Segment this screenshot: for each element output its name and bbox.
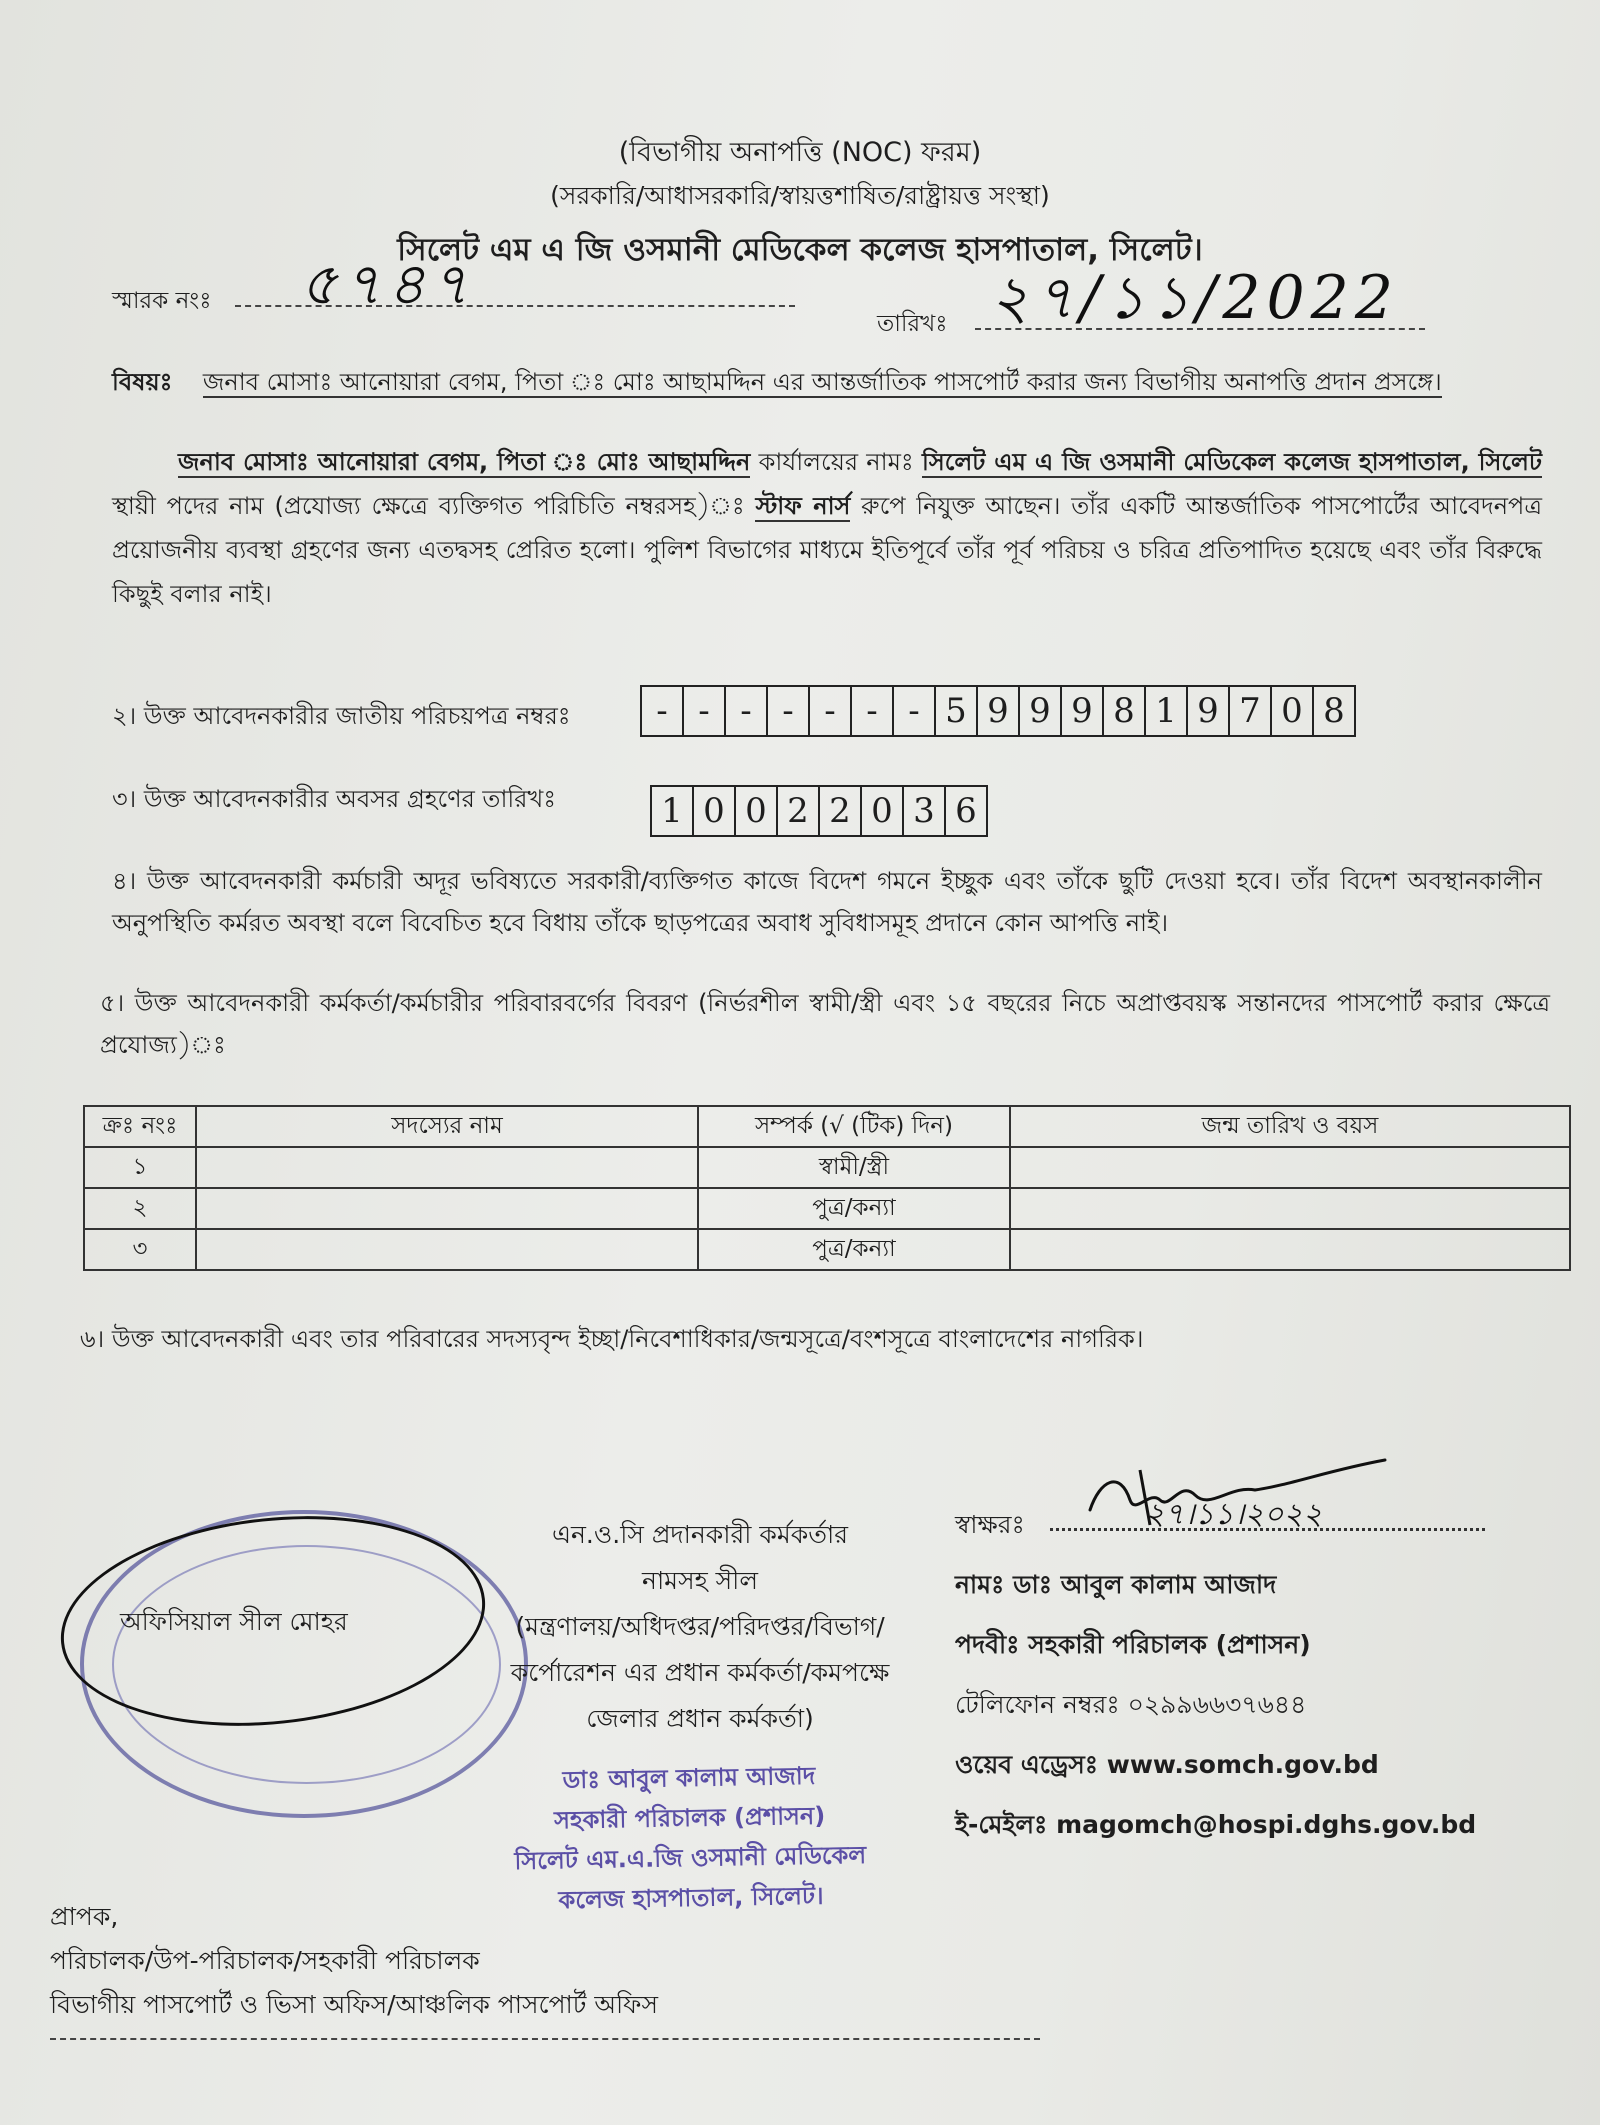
row-relation: স্বামী/স্ত্রী — [698, 1147, 1010, 1188]
noc-officer-line: জেলার প্রধান কর্মকর্তা) — [586, 1704, 814, 1733]
family-table — [83, 1105, 1571, 1271]
noc-officer-line: নামসহ সীল — [642, 1566, 758, 1595]
row-member-name — [196, 1147, 698, 1188]
nid-digit-box: - — [808, 685, 852, 737]
signatory-phone: টেলিফোন নম্বরঃ ০২৯৯৬৬৩৭৬৪৪ — [955, 1690, 1307, 1719]
nid-digit-box: 8 — [1102, 685, 1146, 737]
nid-digit-box: 9 — [1186, 685, 1230, 737]
noc-officer-line: এন.ও.সি প্রদানকারী কর্মকর্তার — [551, 1520, 849, 1549]
nid-digit-box: - — [892, 685, 936, 737]
paragraph-1-rest: রুপে নিযুক্ত আছেন। তাঁর একটি আন্তর্জাতিক পাসপোর্টের আবেদনপত্র প্রয়োজনীয় ব্যবস্থা গ্রহণের জন্য এতদ্বসহ প্রেরিত হলো। পুলিশ বিভাগের মাধ্যমে ইতিপূর্বে তাঁর পূর্ব পরিচয় ও চরিত্র প্রতিপাদিত হয়েছে এবং তাঁর বিরুদ্ধে কিছুই বলার নাই। — [112, 492, 1542, 608]
handwritten-sign-date: ২৭।১১।২০২২ — [1145, 1497, 1323, 1532]
stamp-line: সহকারী পরিচালক (প্রশাসন) — [553, 1801, 826, 1835]
retirement-digit-box: 2 — [818, 785, 862, 837]
stamp-line: কলেজ হাসপাতাল, সিলেট। — [558, 1881, 824, 1915]
nid-digit-box: 1 — [1144, 685, 1188, 737]
retirement-digit-box: 6 — [944, 785, 988, 837]
nid-digit-box: - — [682, 685, 726, 737]
table-row — [84, 1229, 1570, 1270]
noc-officer-line: (মন্ত্রণালয়/অধিদপ্তর/পরিদপ্তর/বিভাগ/ — [515, 1612, 885, 1641]
header-relation: সম্পর্ক (√ (টিক) দিন) — [698, 1106, 1010, 1147]
nid-digit-box: 9 — [1060, 685, 1104, 737]
recipient-line: প্রাপক, — [50, 1902, 119, 1931]
retirement-digit-box: 0 — [692, 785, 736, 837]
retirement-label: ৩। উক্ত আবেদনকারীর অবসর গ্রহণের তারিখঃ — [112, 785, 557, 813]
header-serial: ক্রঃ নংঃ — [84, 1106, 196, 1147]
date-handwritten: ২৭/১১/2022 — [990, 263, 1400, 333]
signatory-website: ওয়েব এড্রেসঃ www.somch.gov.bd — [955, 1750, 1379, 1779]
nid-digit-box: - — [850, 685, 894, 737]
header-name: সদস্যের নাম — [196, 1106, 698, 1147]
table-row — [84, 1147, 1570, 1188]
signatory-name: নামঃ ডাঃ আবুল কালাম আজাদ — [955, 1570, 1277, 1599]
retirement-digit-box: 0 — [860, 785, 904, 837]
item-5: ৫। উক্ত আবেদনকারী কর্মকর্তা/কর্মচারীর পরিবারবর্গের বিবরণ (নির্ভরশীল স্বামী/স্ত্রী এবং ১৫ বছরের নিচে অপ্রাপ্তবয়স্ক সন্তানদের পাসপোর্ট করার ক্ষেত্রে প্রযোজ্য)ঃ — [100, 989, 1550, 1059]
row-birthdate — [1010, 1147, 1570, 1188]
recipient-line: বিভাগীয় পাসপোর্ট ও ভিসা অফিস/আঞ্চলিক পাসপোর্ট অফিস — [50, 1990, 658, 2019]
recipient-line: পরিচালক/উপ-পরিচালক/সহকারী পরিচালক — [50, 1946, 480, 1975]
stamp-line: ডাঃ আবুল কালাম আজাদ — [562, 1761, 816, 1795]
recipient-block — [50, 1895, 658, 2027]
nid-label: ২। উক্ত আবেদনকারীর জাতীয় পরিচয়পত্র নম্বরঃ — [112, 702, 571, 730]
table-row — [84, 1188, 1570, 1229]
subject-line — [112, 362, 1542, 402]
nid-box-row — [642, 685, 1356, 737]
nid-digit-box: - — [766, 685, 810, 737]
nid-digit-box: 9 — [1018, 685, 1062, 737]
nid-digit-box: - — [724, 685, 768, 737]
form-title: (বিভাগীয় অনাপত্তি (NOC) ফরম) — [618, 137, 982, 168]
office-label: কার্যালয়ের নামঃ — [758, 448, 914, 476]
nid-digit-box: 0 — [1270, 685, 1314, 737]
noc-officer-block — [470, 1512, 930, 1742]
stamp-line: সিলেট এম.এ.জি ওসমানী মেডিকেল — [514, 1840, 867, 1876]
nid-digit-box: 7 — [1228, 685, 1272, 737]
form-subtitle: (সরকারি/আধাসরকারি/স্বায়ত্তশাষিত/রাষ্ট্রায়ত্ত সংস্থা) — [550, 181, 1050, 210]
item-6: ৬। উক্ত আবেদনকারী এবং তার পরিবারের সদস্যবৃন্দ ইচ্ছা/নিবেশাধিকার/জন্মসূত্রে/বংশসূত্রে বাংলাদেশের নাগরিক। — [80, 1325, 1144, 1353]
noc-officer-line: কর্পোরেশন এর প্রধান কর্মকর্তা/কমপক্ষে — [510, 1658, 890, 1687]
nid-digit-box: 8 — [1312, 685, 1356, 737]
retirement-digit-box: 1 — [650, 785, 694, 837]
post-label: স্থায়ী পদের নাম (প্রযোজ্য ক্ষেত্রে ব্যক্তিগত পরিচিতি নম্বরসহ)ঃ — [112, 492, 745, 520]
row-birthdate — [1010, 1188, 1570, 1229]
item-4: ৪। উক্ত আবেদনকারী কর্মচারী অদূর ভবিষ্যতে সরকারী/ব্যক্তিগত কাজে বিদেশ গমনে ইচ্ছুক এবং তাঁকে ছুটি দেওয়া হবে। তাঁর বিদেশ অবস্থানকালীন অনুপস্থিতি কর্মরত অবস্থা বলে বিবেচিত হবে বিধায় তাঁকে ছাড়পত্রের অবাধ সুবিধাসমূহ প্রদানে কোন আপত্তি নাই। — [112, 867, 1542, 937]
memo-label: স্মারক নংঃ — [112, 288, 212, 314]
memo-number-handwritten: ৫৭৪৭ — [300, 250, 475, 318]
nid-digit-box: 9 — [976, 685, 1020, 737]
nid-digit-box: 5 — [934, 685, 978, 737]
row-member-name — [196, 1229, 698, 1270]
post-name: স্টাফ নার্স — [755, 492, 851, 520]
office-name: সিলেট এম এ জি ওসমানী মেডিকেল কলেজ হাসপাতাল, সিলেট — [921, 448, 1542, 476]
signatory-designation: পদবীঃ সহকারী পরিচালক (প্রশাসন) — [955, 1630, 1311, 1659]
signatory-details — [955, 1555, 1575, 1855]
recipient-address-line — [50, 2038, 1040, 2040]
date-label: তারিখঃ — [877, 311, 948, 337]
seal-label: অফিসিয়াল সীল মোহর — [120, 1607, 348, 1636]
institution-name: সিলেট এম এ জি ওসমানী মেডিকেল কলেজ হাসপাতাল, সিলেট। — [397, 232, 1203, 268]
retirement-digit-box: 0 — [734, 785, 778, 837]
subject-text: জনাব মোসাঃ আনোয়ারা বেগম, পিতা ঃ মোঃ আছামদ্দিন এর আন্তর্জাতিক পাসপোর্ট করার জন্য বিভাগীয় অনাপত্তি প্রদান প্রসঙ্গে। — [202, 368, 1442, 396]
row-member-name — [196, 1188, 698, 1229]
row-birthdate — [1010, 1229, 1570, 1270]
signature-label: স্বাক্ষরঃ — [955, 1510, 1025, 1539]
signatory-email: ই-মেইলঃ magomch@hospi.dghs.gov.bd — [955, 1810, 1477, 1839]
paragraph-1 — [112, 440, 1542, 616]
retirement-box-row — [652, 785, 988, 837]
nid-digit-box: - — [640, 685, 684, 737]
header-birthdate: জন্ম তারিখ ও বয়স — [1010, 1106, 1570, 1147]
retirement-digit-box: 2 — [776, 785, 820, 837]
row-serial: ১ — [84, 1147, 196, 1188]
row-relation: পুত্র/কন্যা — [698, 1188, 1010, 1229]
subject-label: বিষয়ঃ — [112, 368, 173, 396]
applicant-name: জনাব মোসাঃ আনোয়ারা বেগম, পিতা ঃ মোঃ আছামদ্দিন — [178, 448, 751, 476]
family-table-header — [84, 1106, 1570, 1147]
retirement-digit-box: 3 — [902, 785, 946, 837]
row-serial: ৩ — [84, 1229, 196, 1270]
row-relation: পুত্র/কন্যা — [698, 1229, 1010, 1270]
row-serial: ২ — [84, 1188, 196, 1229]
